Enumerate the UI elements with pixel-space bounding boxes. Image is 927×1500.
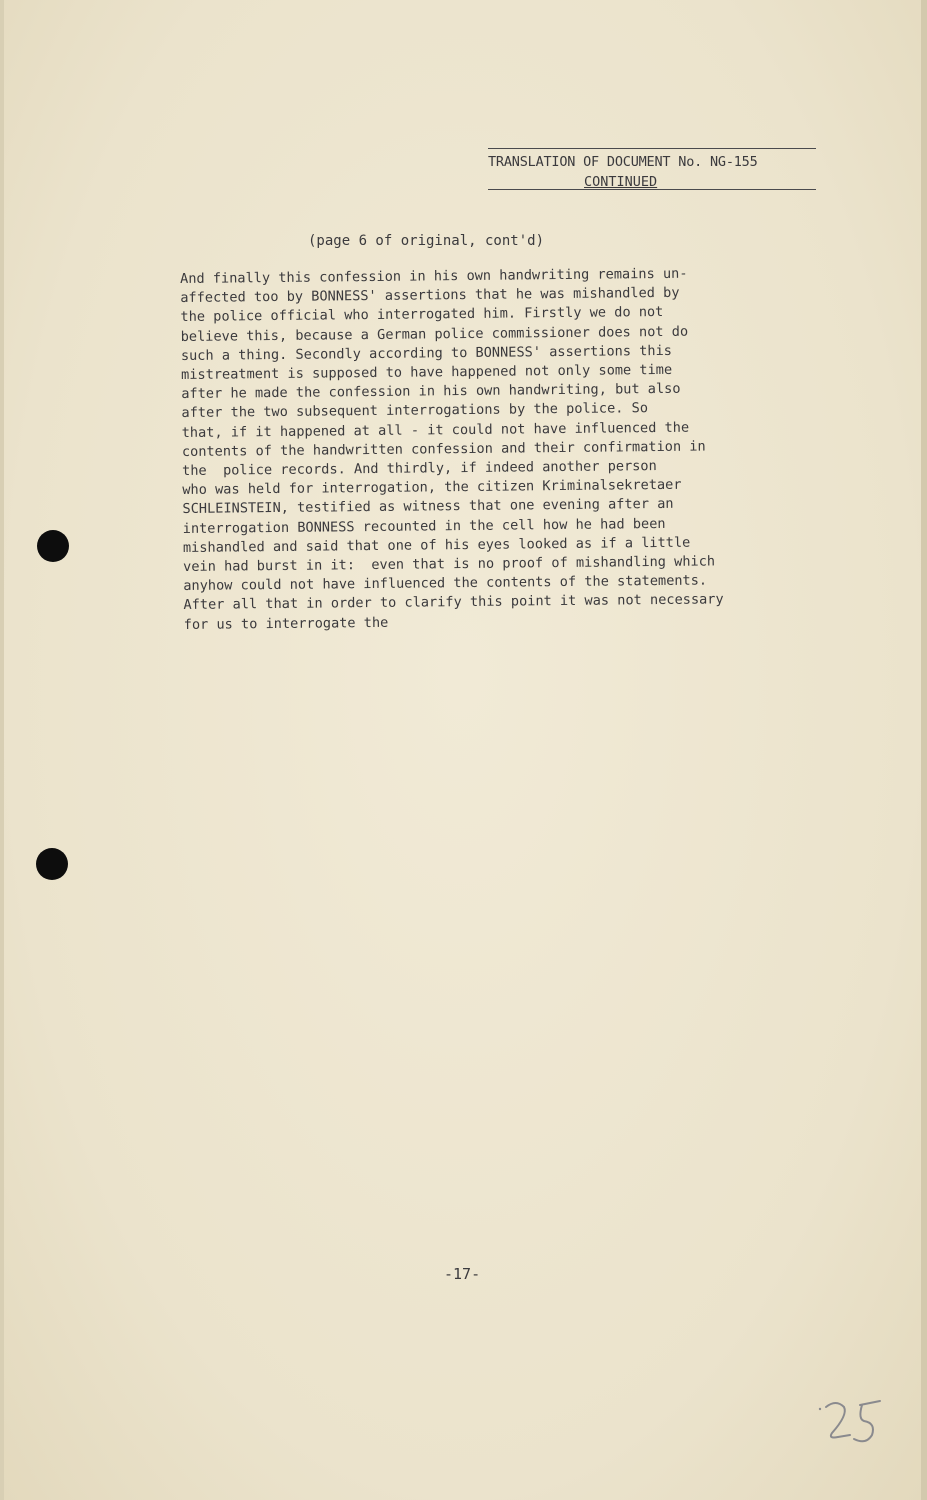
body-line: After all that in order to clarify this point it was not necessary xyxy=(183,591,724,614)
body-line: And finally this confession in his own handwriting remains un- xyxy=(180,265,688,287)
body-line: after the two subsequent interrogations by the police. So xyxy=(181,400,649,422)
header-bottom-rule xyxy=(488,189,816,190)
body-line: such a thing. Secondly according to BONNESS' assertions this xyxy=(180,342,673,364)
body-line: believe this, because a German police commissioner does not do xyxy=(180,323,689,345)
body-line: for us to interrogate the xyxy=(183,614,389,633)
punch-hole-lower xyxy=(36,848,68,880)
body-line: that, if it happened at all - it could not have influenced the xyxy=(181,419,690,441)
header-title: TRANSLATION OF DOCUMENT No. NG-155 xyxy=(488,154,758,170)
body-line: contents of the handwritten confession and their confirmation in xyxy=(181,438,706,460)
body-line: interrogation BONNESS recounted in the cell how he had been xyxy=(182,515,666,537)
punch-hole-upper xyxy=(37,530,69,562)
body-line: the police official who interrogated him. Firstly we do not xyxy=(180,304,664,326)
body-line: vein had burst in it: even that is no proof of mishandling which xyxy=(183,553,716,576)
body-line: affected too by BONNESS' assertions that he was mishandled by xyxy=(180,284,680,307)
body-line: the police records. And thirdly, if indeed another person xyxy=(182,458,657,480)
body-line: mishandled and said that one of his eyes looked as if a little xyxy=(182,534,691,556)
page-reference: (page 6 of original, cont'd) xyxy=(308,233,545,249)
body-line: anyhow could not have influenced the contents of the statements. xyxy=(183,572,708,595)
body-line: who was held for interrogation, the citizen Kriminalsekretaer xyxy=(182,476,682,499)
header-subtitle: CONTINUED xyxy=(584,174,658,190)
header-top-rule xyxy=(488,148,816,149)
body-line: mistreatment is supposed to have happened not only some time xyxy=(181,361,673,384)
page-number: -17- xyxy=(444,1265,481,1283)
body-line: SCHLEINSTEIN, testified as witness that one evening after an xyxy=(182,496,674,518)
handwritten-page-mark xyxy=(814,1395,894,1450)
body-paragraph xyxy=(180,263,824,635)
body-line: after he made the confession in his own handwriting, but also xyxy=(181,380,681,403)
